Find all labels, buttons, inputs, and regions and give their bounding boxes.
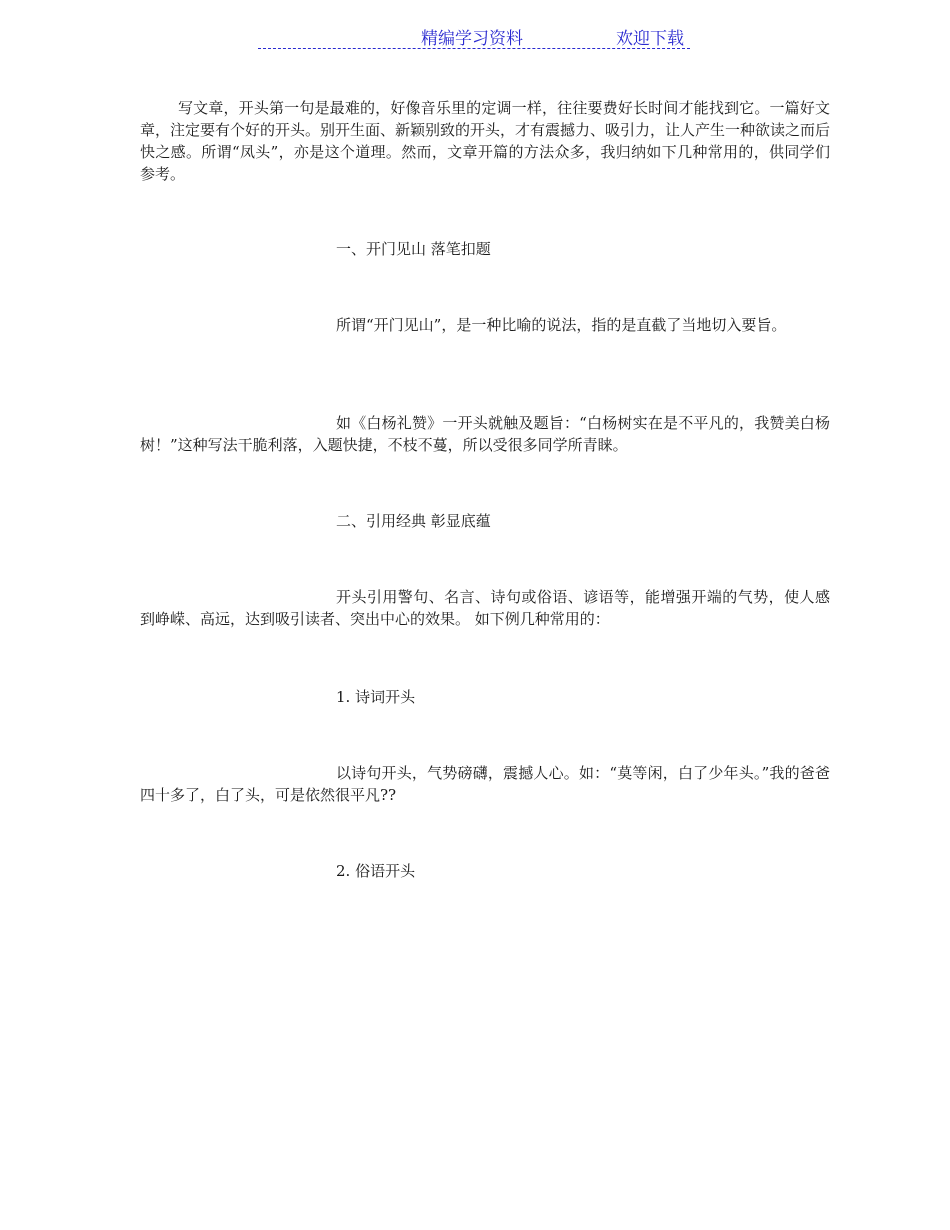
intro-paragraph: 写文章，开头第一句是最难的，好像音乐里的定调一样，往往要费好长时间才能找到它。一篇好文章，注定要有个好的开头。别开生面、新颖别致的开头，才有震撼力、吸引力，让人产生一种欲读之而后快之感。所谓“凤头”，亦是这个道理。然而，文章开篇的方法众多，我归纳如下几种常用的，供同学们参考。 [140,99,831,183]
item1-paragraph: 以诗句开头，气势磅礴，震撼人心。如：“莫等闲，白了少年头。”我的爸爸四十多了，白了头，可是依然很平凡?? [140,764,830,804]
item1-heading: 1. 诗词开头 [336,688,416,706]
header-right-text: 欢迎下载 [616,29,684,49]
page-header [258,22,690,49]
item2-heading: 2. 俗语开头 [336,862,416,880]
section1-paragraph-2: 如《白杨礼赞》一开头就触及题旨：“白杨树实在是不平凡的，我赞美白杨树！”这种写法干脆利落，入题快捷，不枝不蔓，所以受很多同学所青睐。 [140,414,830,454]
section2-heading: 二、引用经典 彰显底蕴 [336,512,491,530]
section1-paragraph-1: 所谓“开门见山”，是一种比喻的说法，指的是直截了当地切入要旨。 [336,316,787,334]
section1-heading: 一、开门见山 落笔扣题 [336,240,491,258]
header-left-text: 精编学习资料 [421,29,523,49]
section2-paragraph-1: 开头引用警句、名言、诗句或俗语、谚语等，能增强开端的气势，使人感到峥嵘、高远，达到吸引读者、突出中心的效果。 如下例几种常用的： [140,588,830,628]
